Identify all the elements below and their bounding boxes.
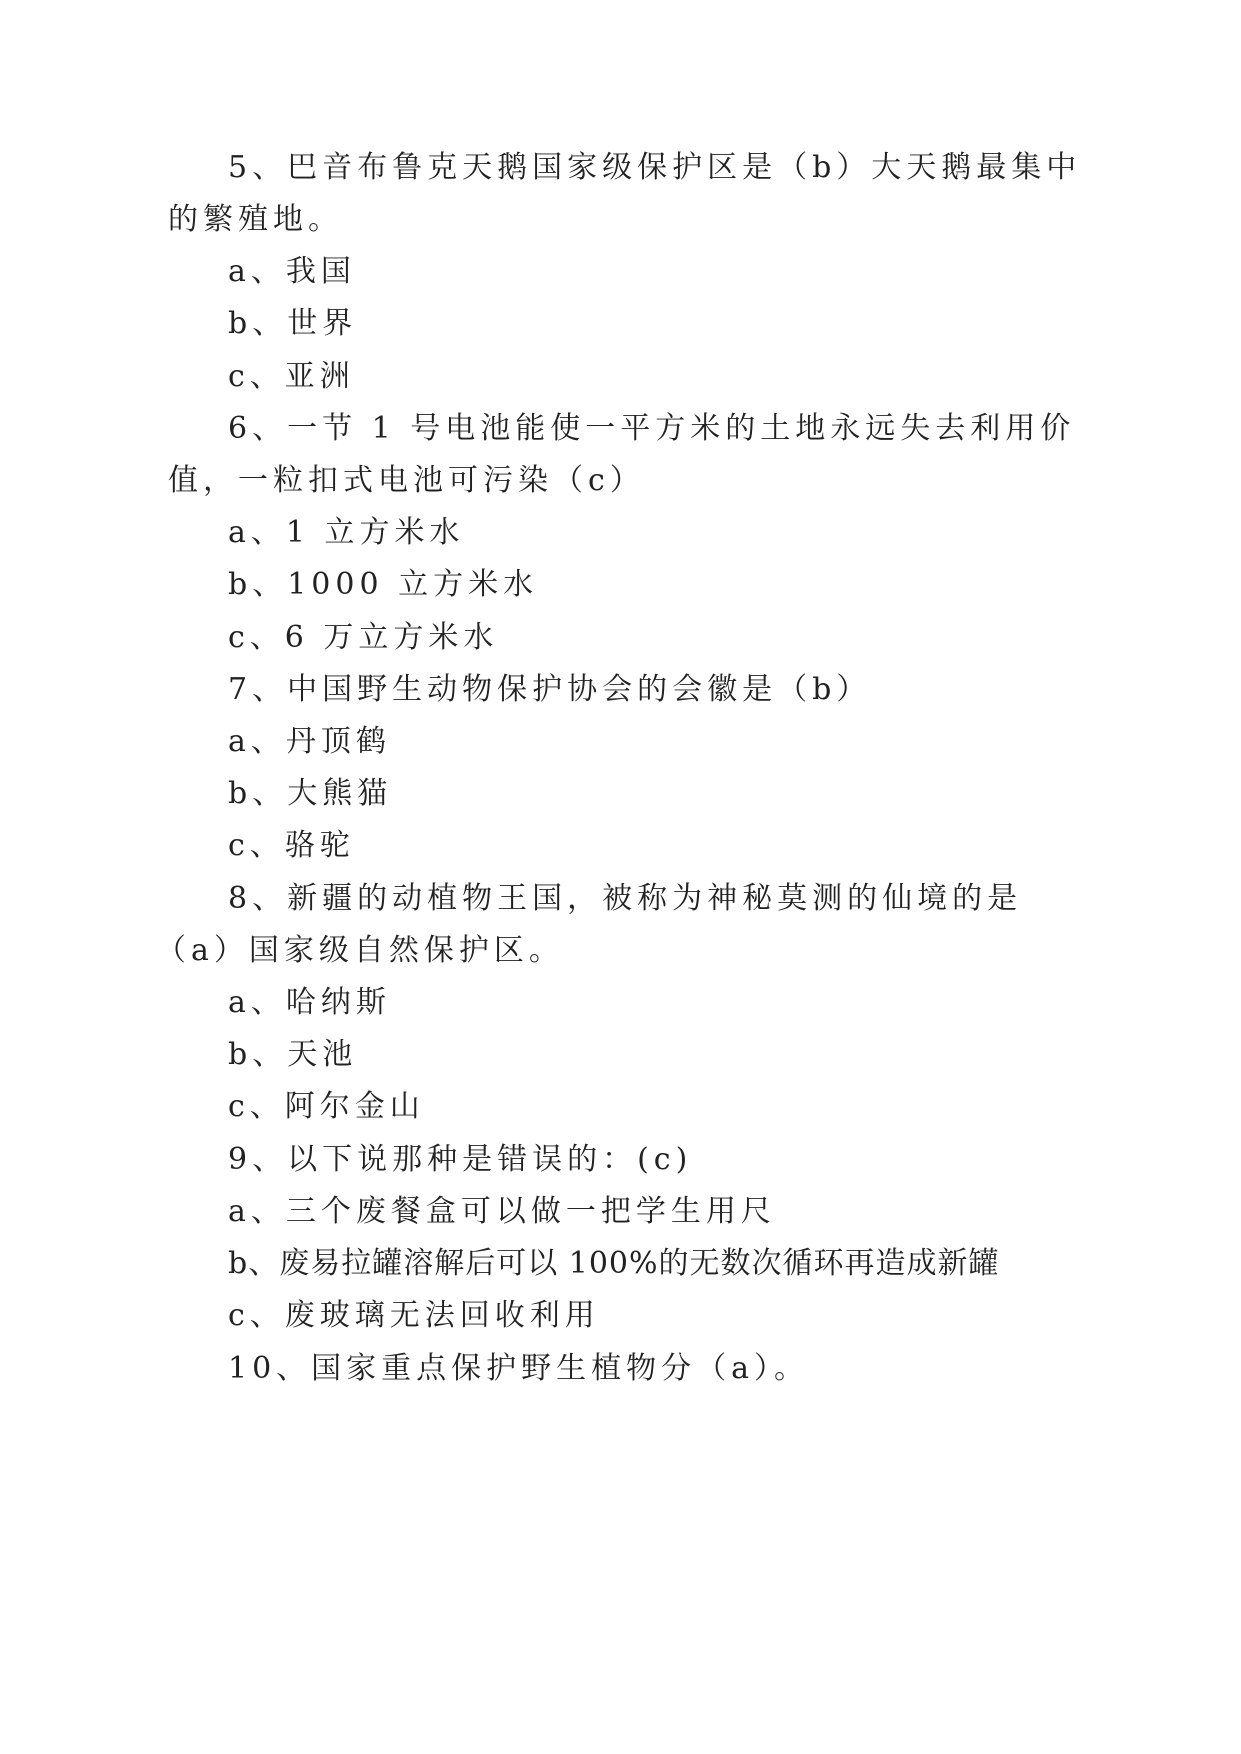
q5-option-c: c、亚洲	[228, 359, 355, 394]
q8-option-c: c、阿尔金山	[228, 1089, 425, 1124]
q6-stem-line1: 6、一节 1 号电池能使一平方米的土地永远失去利用价	[228, 411, 1076, 446]
q5-stem-line1: 5、巴音布鲁克天鹅国家级保护区是（b）大天鹅最集中	[228, 150, 1082, 185]
q6-option-a: a、1 立方米水	[228, 515, 465, 550]
q7-option-a: a、丹顶鹤	[228, 724, 391, 759]
q8-option-b: b、天池	[228, 1037, 358, 1072]
q6-option-b: b、1000 立方米水	[228, 567, 539, 602]
q6-option-c: c、6 万立方米水	[228, 620, 499, 655]
q9-option-b: b、废易拉罐溶解后可以 100%的无数次循环再造成新罐	[228, 1246, 1000, 1281]
q8-stem-line1: 8、新疆的动植物王国，被称为神秘莫测的仙境的是	[228, 881, 1023, 916]
q9-option-a: a、三个废餐盒可以做一把学生用尺	[228, 1194, 776, 1229]
q10-stem-line1: 10、国家重点保护野生植物分（a）。	[228, 1351, 810, 1386]
q7-option-b: b、大熊猫	[228, 776, 393, 811]
q9-option-c: c、废玻璃无法回收利用	[228, 1298, 600, 1333]
q7-stem-line1: 7、中国野生动物保护协会的会徽是（b）	[228, 672, 872, 707]
q8-option-a: a、哈纳斯	[228, 985, 391, 1020]
q7-option-c: c、骆驼	[228, 828, 355, 863]
q5-option-a: a、我国	[228, 254, 356, 289]
q5-option-b: b、世界	[228, 306, 358, 341]
q8-stem-line2: （a）国家级自然保护区。	[156, 933, 564, 968]
q5-stem-line2: 的繁殖地。	[168, 202, 343, 237]
q9-stem-line1: 9、以下说那种是错误的：(c)	[228, 1142, 693, 1177]
q6-stem-line2: 值，一粒扣式电池可污染（c）	[168, 463, 645, 498]
